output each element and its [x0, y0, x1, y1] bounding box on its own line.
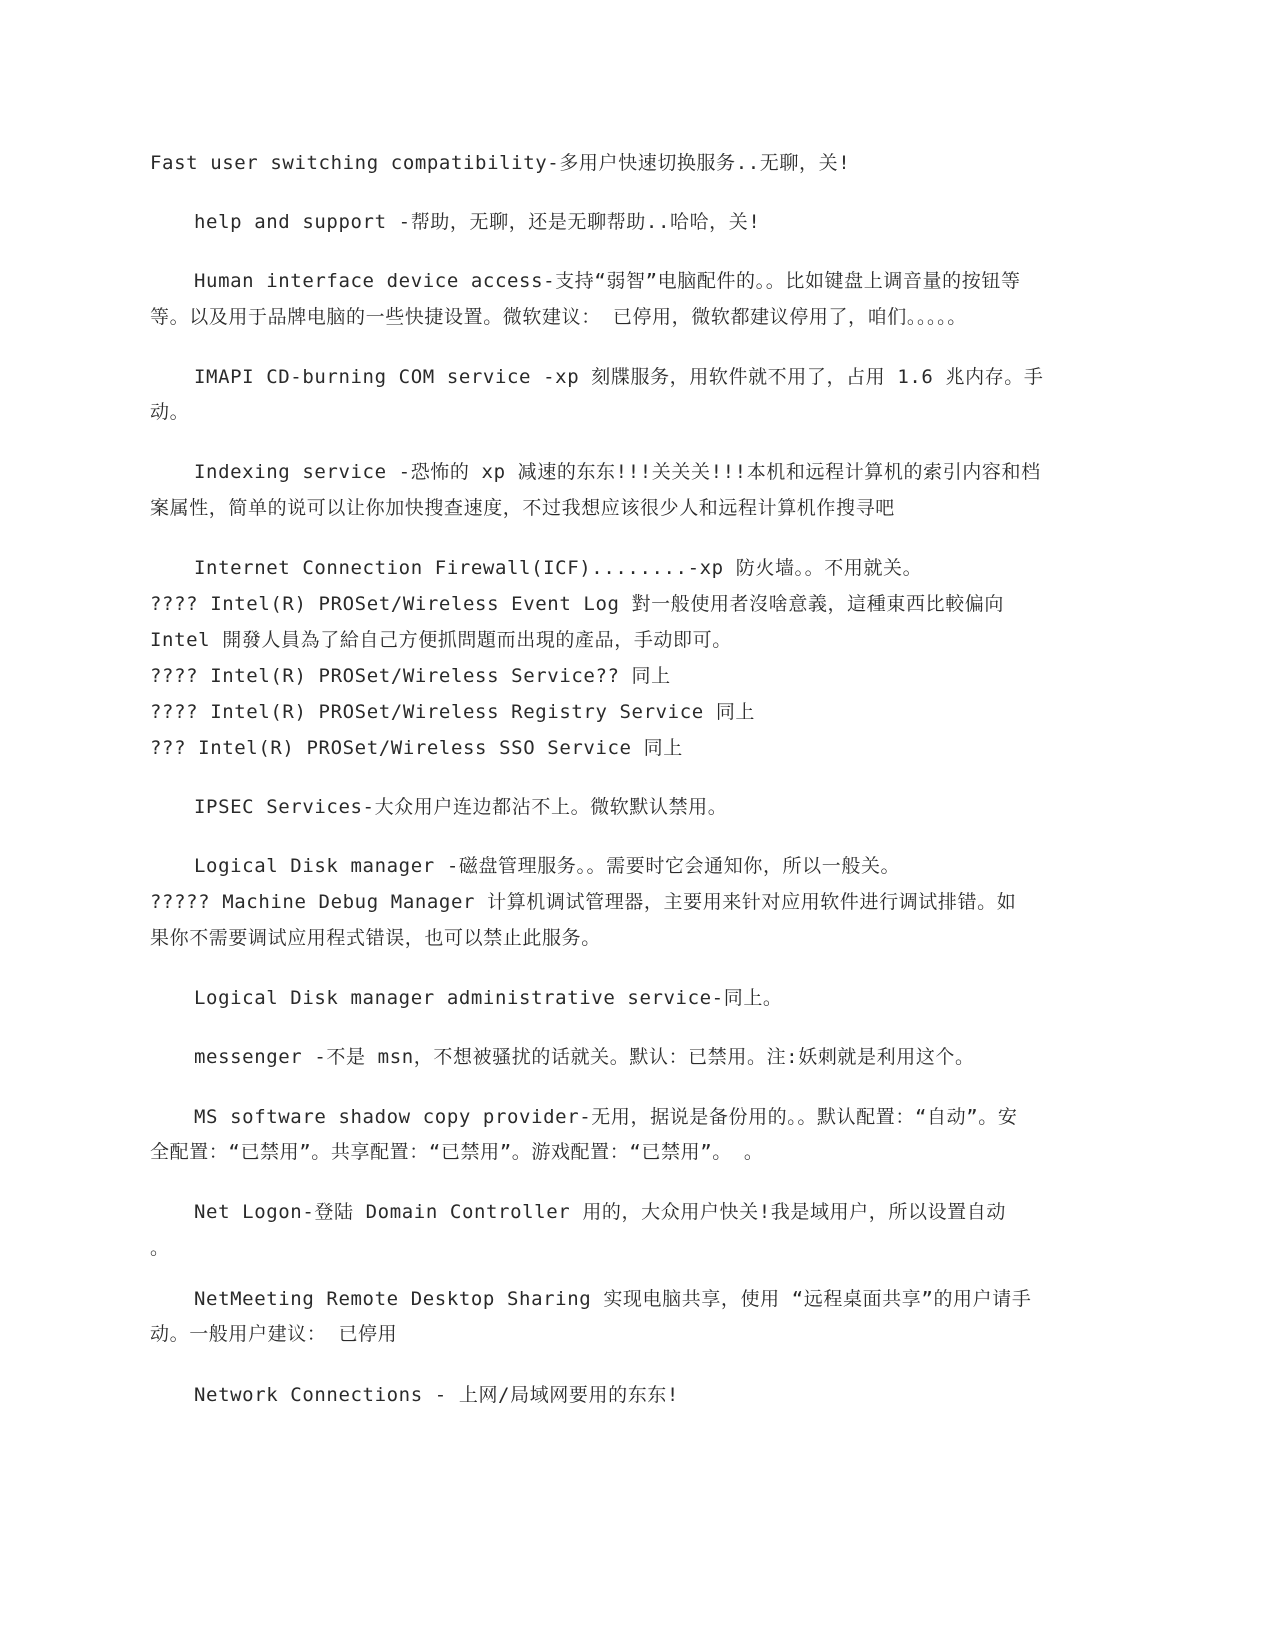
paragraph-intel-event-log-line1: ???? Intel(R) PROSet/Wireless Event Log 對一般使用者沒啥意義，這種東西比較偏向 [150, 593, 1004, 615]
paragraph-machine-debug-line2: 果你不需要调试应用程式错误，也可以禁止此服务。 [150, 927, 601, 949]
paragraph-fast-user-switching: Fast user switching compatibility-多用户快速切换服务..无聊，关! [150, 152, 851, 174]
paragraph-intel-registry-service: ???? Intel(R) PROSet/Wireless Registry Service 同上 [150, 701, 756, 723]
paragraph-network-connections: Network Connections - 上网/局域网要用的东东! [194, 1384, 679, 1406]
paragraph-intel-event-log-line2: Intel 開發人員為了給自己方便抓問題而出現的產品，手动即可。 [150, 629, 732, 651]
paragraph-machine-debug-line1: ????? Machine Debug Manager 计算机调试管理器，主要用来针对应用软件进行调试排错。如 [150, 891, 1017, 913]
paragraph-human-interface-line1: Human interface device access-支持“弱智”电脑配件的。。比如键盘上调音量的按钮等 [194, 270, 1021, 292]
paragraph-shadow-copy-line1: MS software shadow copy provider-无用，据说是备份用的。。默认配置：“自动”。安 [194, 1106, 1018, 1128]
paragraph-netmeeting-line2: 动。一般用户建议： 已停用 [150, 1323, 398, 1345]
paragraph-shadow-copy-line2: 全配置：“已禁用”。共享配置：“已禁用”。游戏配置：“已禁用”。 。 [150, 1141, 764, 1163]
paragraph-help-and-support: help and support -帮助，无聊，还是无聊帮助..哈哈，关! [194, 211, 761, 233]
paragraph-net-logon-line1: Net Logon-登陆 Domain Controller 用的，大众用户快关!我是域用户，所以设置自动 [194, 1201, 1006, 1223]
paragraph-logical-disk-admin: Logical Disk manager administrative service-同上。 [194, 987, 783, 1009]
paragraph-net-logon-line2: 。 [150, 1237, 170, 1259]
paragraph-imapi-line2: 动。 [150, 401, 190, 423]
paragraph-human-interface-line2: 等。以及用于品牌电脑的一些快捷设置。微软建议： 已停用，微软都建议停用了，咱们。。。。。 [150, 306, 967, 328]
paragraph-intel-sso-service: ??? Intel(R) PROSet/Wireless SSO Service 同上 [150, 737, 683, 759]
paragraph-imapi-line1: IMAPI CD-burning COM service -xp 刻牒服务，用软件就不用了，占用 1.6 兆内存。手 [194, 366, 1044, 388]
paragraph-intel-service: ???? Intel(R) PROSet/Wireless Service?? 同上 [150, 665, 671, 687]
paragraph-messenger: messenger -不是 msn，不想被骚扰的话就关。默认：已禁用。注:妖刺就是利用这个。 [194, 1046, 975, 1068]
paragraph-indexing-line1: Indexing service -恐怖的 xp 减速的东东!!!关关关!!!本机和远程计算机的索引内容和档 [194, 461, 1041, 483]
paragraph-ipsec: IPSEC Services-大众用户连边都沾不上。微软默认禁用。 [194, 796, 728, 818]
paragraph-firewall: Internet Connection Firewall(ICF)........-xp 防火墙。。不用就关。 [194, 557, 923, 579]
paragraph-indexing-line2: 案属性，简单的说可以让你加快搜查速度，不过我想应该很少人和远程计算机作搜寻吧 [150, 497, 895, 519]
paragraph-logical-disk-manager: Logical Disk manager -磁盘管理服务。。需要时它会通知你，所以一般关。 [194, 855, 901, 877]
paragraph-netmeeting-line1: NetMeeting Remote Desktop Sharing 实现电脑共享，使用 “远程桌面共享”的用户请手 [194, 1288, 1032, 1310]
